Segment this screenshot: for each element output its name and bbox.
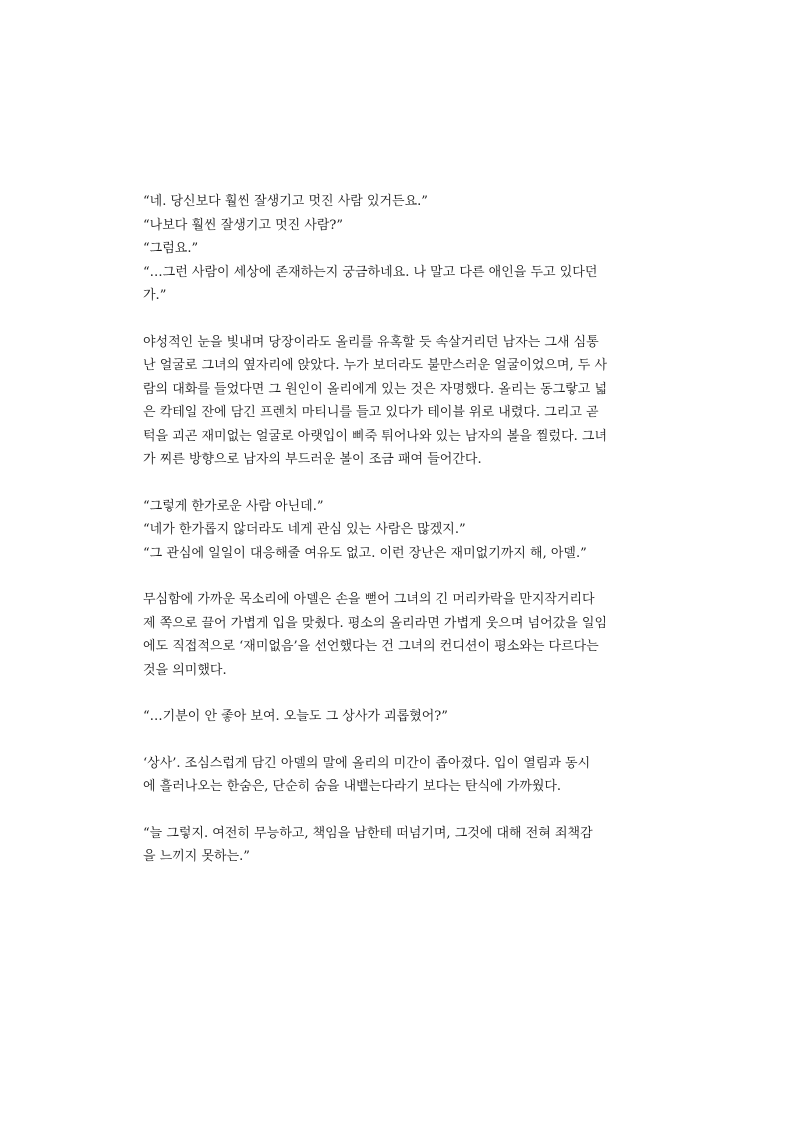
text-line: 가.” [143,288,167,303]
paragraph-gap [143,682,653,705]
text-line: “그 관심에 일일이 대응해줄 여유도 없고. 이런 장난은 재미없기까지 해, 아델.” [143,545,587,561]
text-line: “…그런 사람이 세상에 존재하는지 궁금하네요. 나 말고 다른 애인을 두고 있다던 [143,264,598,280]
text-line: “나보다 훨씬 잘생기고 멋진 사람?” [143,217,344,233]
paragraph-6 [143,752,653,799]
text-line: 난 얼굴로 그녀의 옆자리에 앉았다. 누가 보더라도 불만스러운 얼굴이었으며, 두 사 [143,358,608,373]
paragraph-3 [143,495,653,566]
paragraph-gap [143,565,653,588]
text-line: 무심함에 가까운 목소리에 아델은 손을 뻗어 그녀의 긴 머리카락을 만지작거리다 [143,592,595,607]
text-line: 제 쪽으로 끌어 가볍게 입을 맞췄다. 평소의 올리라면 가볍게 웃으며 넘어갔을 일임 [143,615,608,631]
text-line: 것을 의미했다. [143,662,227,678]
text-line: ‘상사’. 조심스럽게 담긴 아델의 말에 올리의 미간이 좁아졌다. 입이 열림과 동시 [143,755,591,771]
paragraph-gap [143,729,653,752]
paragraph-gap [143,308,653,331]
paragraph-4 [143,588,653,682]
text-line: 람의 대화를 들었다면 그 원인이 올리에게 있는 것은 자명했다. 올리는 동그랗고 넓 [143,381,608,397]
paragraph-7 [143,822,653,869]
text-line: “…기분이 안 좋아 보여. 오늘도 그 상사가 괴롭혔어?” [143,709,448,724]
text-line: “그럼요.” [143,241,199,256]
text-line: “그렇게 한가로운 사람 아닌데.” [143,498,324,514]
paragraph-gap [143,799,653,822]
paragraph-gap [143,472,653,495]
text-line: 은 칵테일 잔에 담긴 프렌치 마티니를 들고 있다가 테이블 위로 내렸다. 그리고 곧 [143,405,599,420]
text-line: 턱을 괴곤 재미없는 얼굴로 아랫입이 삐죽 튀어나와 있는 남자의 볼을 찔렀다. 그녀 [143,428,608,444]
text-line: 야성적인 눈을 빛내며 당장이라도 올리를 유혹할 듯 속살거리던 남자는 그새 심통 [143,334,599,350]
text-line: 에 흘러나오는 한숨은, 단순히 숨을 내뱉는다라기 보다는 탄식에 가까웠다. [143,779,562,794]
paragraph-2 [143,331,653,472]
story-text [143,190,653,869]
text-line: “네가 한가롭지 않더라도 네게 관심 있는 사람은 많겠지.” [143,522,466,537]
text-line: 을 느끼지 못하는.” [143,849,250,864]
paragraph-1 [143,190,653,308]
text-line: 가 찌른 방향으로 남자의 부드러운 볼이 조금 패여 들어간다. [143,452,482,467]
text-line: 에도 직접적으로 ‘재미없음’을 선언했다는 건 그녀의 컨디션이 평소와는 다르다는 [143,639,599,654]
text-line: “늘 그렇지. 여전히 무능하고, 책임을 남한테 떠넘기며, 그것에 대해 전혀 죄책감 [143,825,593,841]
text-line: “네. 당신보다 훨씬 잘생기고 멋진 사람 있거든요.” [143,194,428,209]
paragraph-5 [143,705,653,729]
